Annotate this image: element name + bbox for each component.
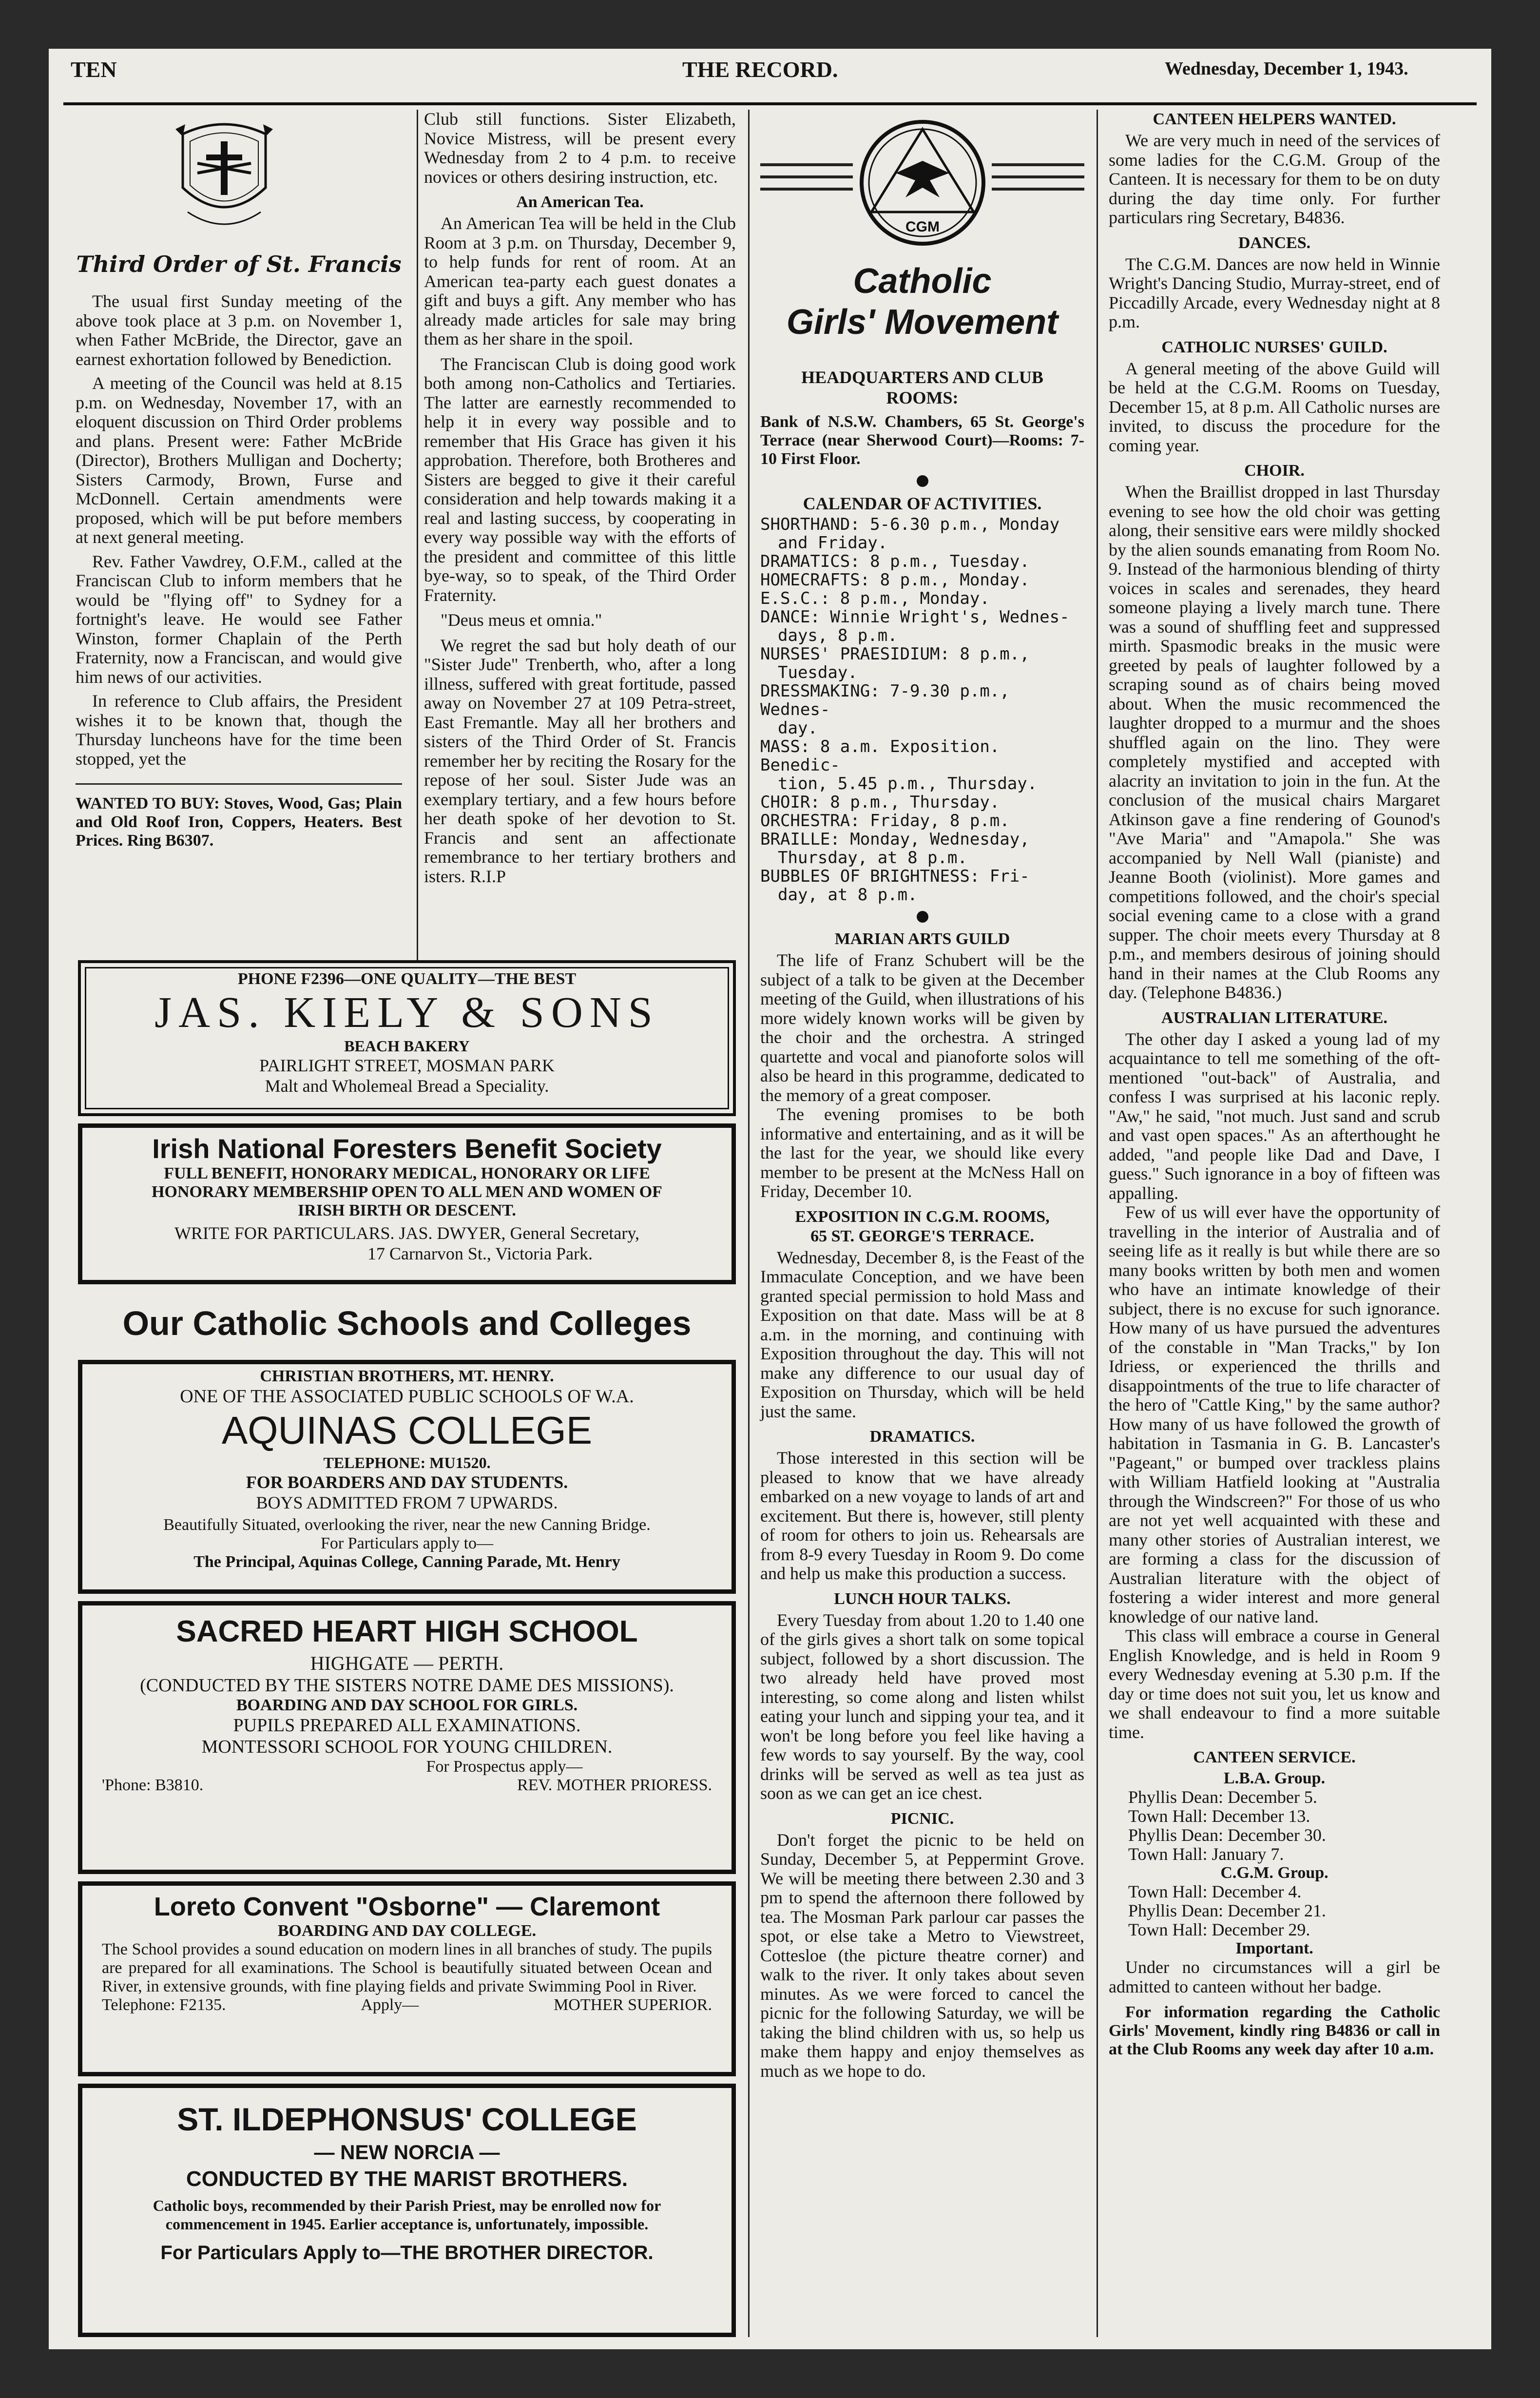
- ad-name: AQUINAS COLLEGE: [221, 1409, 593, 1452]
- group-heading: C.G.M. Group.: [1220, 1864, 1328, 1882]
- list-item: NURSES' PRAESIDIUM: 8 p.m.,: [760, 644, 1030, 664]
- aquinas-ad: [78, 1360, 736, 1594]
- ad-line: FOR BOARDERS AND DAY STUDENTS.: [246, 1472, 568, 1492]
- page-number: TEN: [71, 57, 117, 82]
- ad-line: Malt and Wholemeal Bread a Speciality.: [265, 1076, 549, 1096]
- list-item: CHOIR: 8 p.m., Thursday.: [760, 793, 1000, 812]
- subheading: ROOMS:: [886, 388, 959, 407]
- column-2: [424, 110, 736, 886]
- ad-line: CHRISTIAN BROTHERS, MT. HENRY.: [260, 1367, 554, 1385]
- article-paragraph: The other day I asked a young lad of my acquaintance to tell me something of the oft-mentioned "out-back" of Australia, and confess I was surprised at his laconic reply. "Aw," he said, "not much. Just sand and scrub and vast open spaces." As an afterthought he added, "and people like Dad and Dave, I guess." Such ignorance in a boy of fifteen was appalling.: [1109, 1029, 1440, 1203]
- list-item: ORCHESTRA: Friday, 8 p.m.: [760, 811, 1010, 831]
- list-item: tion, 5.45 p.m., Thursday.: [778, 774, 1038, 793]
- ad-line: IRISH BIRTH OR DESCENT.: [298, 1201, 516, 1219]
- subheading: AUSTRALIAN LITERATURE.: [1161, 1008, 1388, 1027]
- ad-name: JAS. KIELY & SONS: [154, 988, 659, 1037]
- list-item: and Friday.: [778, 533, 888, 553]
- ildephonsus-ad: [78, 2084, 736, 2337]
- address: Bank of N.S.W. Chambers, 65 St. George's Terrace (near Sherwood Court)—Rooms: 7-10 First Floor.: [760, 413, 1084, 468]
- ad-title: Irish National Foresters Benefit Society: [152, 1133, 662, 1164]
- ad-line: (CONDUCTED BY THE SISTERS NOTRE DAME DES MISSIONS).: [140, 1675, 674, 1696]
- ad-phone: 'Phone: B3810.: [102, 1776, 204, 1794]
- bullet-dot: [917, 475, 928, 487]
- ad-line: MOTHER SUPERIOR.: [554, 1996, 712, 2014]
- subheading: An American Tea.: [516, 193, 644, 211]
- column-1: [76, 115, 402, 850]
- ad-line: PUPILS PREPARED ALL EXAMINATIONS.: [233, 1715, 581, 1736]
- logo-text: CGM: [905, 219, 940, 235]
- list-item: DRESSMAKING: 7-9.30 p.m., Wednes-: [760, 681, 1010, 719]
- ad-line: For Prospectus apply—: [426, 1758, 583, 1776]
- info-paragraph: For information regarding the Catholic Girls' Movement, kindly ring B4836 or call in at the Club Rooms any week day after 10 a.m.: [1109, 2003, 1440, 2058]
- ad-name: SACRED HEART HIGH SCHOOL: [176, 1615, 638, 1648]
- ad-line: PHONE F2396—ONE QUALITY—THE BEST: [237, 970, 577, 988]
- subheading: HEADQUARTERS AND CLUB: [801, 367, 1043, 387]
- column-4: [1109, 110, 1440, 2059]
- list-item: DRAMATICS: 8 p.m., Tuesday.: [760, 552, 1030, 571]
- cgm-logo-area: [760, 115, 1084, 261]
- article-paragraph: Under no circumstances will a girl be admitted to canteen without her badge.: [1109, 1957, 1440, 1996]
- sacred-heart-ad: [78, 1601, 736, 1874]
- subheading: EXPOSITION IN C.G.M. ROOMS,: [795, 1207, 1050, 1226]
- article-paragraph: We regret the sad but holy death of our "Sister Jude" Trenberth, who, after a long illness, suffered with great fortitude, passed away on November 27 at 109 Petra-street, East Fremantle. May all her brothers and sisters of the Third Order of St. Francis remember her by reciting the Rosary for the repose of her soul. Sister Jude was an exemplary tertiary, and a few hours before her death spoke of her devotion to St. Francis and sent an affectionate remembrance to her tertiary brothers and isters. R.I.P: [424, 635, 736, 886]
- subheading: 65 ST. GEORGE'S TERRACE.: [810, 1227, 1034, 1245]
- list-item: Phyllis Dean: December 21.: [1128, 1901, 1326, 1920]
- ad-line: TELEPHONE: MU1520.: [323, 1454, 491, 1471]
- article-paragraph: Every Tuesday from about 1.20 to 1.40 one of the girls gives a short talk on some topical subject, followed by a short discussion. The two already held have proved most interesting, so come along and listen whilst eating your lunch and sipping your tea, and it won't be long before you feel like having a few words to say yourself. By the way, cool drinks will be served as well as tea just as soon as we can get an ice chest.: [760, 1610, 1084, 1803]
- article-paragraph: The usual first Sunday meeting of the above took place at 3 p.m. on November 1, when Father McBride, the Director, gave an earnest exhortation followed by Benediction.: [76, 291, 402, 369]
- column-rule-1: [417, 110, 418, 997]
- column-rule-2: [748, 110, 750, 2337]
- list-item: SHORTHAND: 5-6.30 p.m., Monday: [760, 515, 1060, 534]
- group-heading: Important.: [1235, 1939, 1313, 1957]
- wanted-ad: WANTED TO BUY: Stoves, Wood, Gas; Plain and Old Roof Iron, Coppers, Heaters. Best Prices. Ring B6307.: [76, 794, 402, 850]
- ad-line: BOARDING AND DAY COLLEGE.: [277, 1922, 537, 1940]
- list-item: Phyllis Dean: December 30.: [1128, 1825, 1326, 1845]
- list-item: BUBBLES OF BRIGHTNESS: Fri-: [760, 867, 1030, 886]
- article-paragraph: We are very much in need of the services of some ladies for the C.G.M. Group of the Canteen. It is necessary for them to be on duty during the day time only. For further particulars ring Secretary, B4836.: [1109, 131, 1440, 227]
- newspaper-page: [49, 49, 1491, 2349]
- column-rule-3: [1097, 110, 1098, 2337]
- section-title: Third Order of St. Francis: [76, 251, 402, 277]
- list-item: Thursday, at 8 p.m.: [778, 848, 967, 868]
- subheading: MARIAN ARTS GUILD: [834, 930, 1010, 948]
- list-item: Phyllis Dean: December 5.: [1128, 1787, 1317, 1807]
- list-item: BRAILLE: Monday, Wednesday,: [760, 830, 1030, 849]
- kiely-ad: [78, 960, 736, 1116]
- list-item: Town Hall: December 4.: [1128, 1882, 1302, 1901]
- list-item: days, 8 p.m.: [778, 626, 898, 645]
- ad-name: Loreto Convent "Osborne" — Claremont: [154, 1892, 660, 1921]
- bullet-dot: [917, 911, 928, 923]
- ad-line: REV. MOTHER PRIORESS.: [517, 1776, 712, 1794]
- ad-line: MONTESSORI SCHOOL FOR YOUNG CHILDREN.: [201, 1737, 613, 1757]
- article-paragraph: "Deus meus et omnia.": [441, 610, 602, 630]
- article-paragraph: A general meeting of the above Guild will be held at the C.G.M. Rooms on Tuesday, December 15, at 8 p.m. All Catholic nurses are invited, to discuss the procedure for the coming year.: [1109, 358, 1440, 455]
- ad-line: CONDUCTED BY THE MARIST BROTHERS.: [186, 2167, 628, 2191]
- loreto-ad: [78, 1881, 736, 2076]
- ad-line: FULL BENEFIT, HONORARY MEDICAL, HONORARY OR LIFE: [164, 1164, 650, 1182]
- ad-line: The Principal, Aquinas College, Canning Parade, Mt. Henry: [193, 1553, 620, 1571]
- column-3: [760, 115, 1084, 2081]
- subheading: LUNCH HOUR TALKS.: [834, 1589, 1011, 1608]
- ad-line: BEACH BAKERY: [344, 1037, 470, 1055]
- cgm-dove-emblem-icon: [857, 115, 988, 256]
- subheading: CATHOLIC NURSES' GUILD.: [1161, 338, 1387, 356]
- article-paragraph: Rev. Father Vawdrey, O.F.M., called at the Franciscan Club to inform members that he would be "flying off" to Sydney for a fortnight's leave. He would see Father Winston, former Chaplain of the Perth Fraternity, now a Franciscan, and would give him news of our activities.: [76, 551, 402, 687]
- list-item: Tuesday.: [778, 663, 858, 682]
- list-item: day, at 8 p.m.: [778, 885, 918, 905]
- subheading: DRAMATICS.: [869, 1428, 975, 1446]
- subheading: CANTEEN SERVICE.: [1193, 1748, 1356, 1766]
- ad-line: ONE OF THE ASSOCIATED PUBLIC SCHOOLS OF W.A.: [180, 1386, 634, 1407]
- ad-line: For Particulars apply to—: [320, 1534, 494, 1552]
- ad-line: BOYS ADMITTED FROM 7 UPWARDS.: [256, 1493, 558, 1512]
- list-item: day.: [778, 718, 818, 738]
- ad-line: 17 Carnarvon St., Victoria Park.: [367, 1244, 593, 1263]
- foresters-ad: [78, 1123, 736, 1284]
- schools-title: Our Catholic Schools and Colleges: [122, 1304, 692, 1342]
- ad-line: — NEW NORCIA —: [314, 2141, 500, 2164]
- list-item: E.S.C.: 8 p.m., Monday.: [760, 589, 990, 608]
- activity-list: [760, 515, 1084, 904]
- article-paragraph: This class will embrace a course in General English Knowledge, and is held in Room 9 every Wednesday evening at 5.30 p.m. If the day or time does not suit you, let us know and we shall endeavour to find a more suitable time.: [1109, 1626, 1440, 1742]
- ad-line: PAIRLIGHT STREET, MOSMAN PARK: [259, 1056, 555, 1075]
- subheading: CALENDAR OF ACTIVITIES.: [803, 494, 1042, 513]
- ad-line: HONORARY MEMBERSHIP OPEN TO ALL MEN AND WOMEN OF: [152, 1183, 662, 1201]
- article-paragraph: The evening promises to be both informative and entertaining, and as it will be the last for the year, we should like every member to be present at the McNess Hall on Friday, December 10.: [760, 1104, 1084, 1201]
- article-paragraph: Those interested in this section will be pleased to know that we have already embarked on a new voyage to lands of art and excitement. But there is, however, still plenty of room for others to join us. Rehearsals are from 8-9 every Tuesday in Room 9. Do come and help us make this production a success.: [760, 1448, 1084, 1583]
- cgm-title: Girls' Movement: [786, 303, 1059, 342]
- ad-line: For Particulars Apply to—THE BROTHER DIRECTOR.: [160, 2242, 654, 2263]
- article-paragraph: When the Braillist dropped in last Thursday evening to see how the old choir was getting along, their sensitive ears were mildly shocked by the alien sounds emanating from Room No. 9. Instead of the harmonious blending of thirty voices in scales and serenades, they heard someone playing a lively march tune. There was a sound of shuffling feet and suppressed mirth. Spasmodic breaks in the music were greeted by peals of laughter followed by a scraping sound as of chairs being moved about. When the music recommenced the laughter dropped to a murmur and the shoes shuffled again on the lino. They were completely mystified and accepted with alacrity an invitation to join in the fun. At the conclusion of the musical chairs Margaret Atkinson gave a fine rendering of Gounod's "Ave Maria" and "Amapola." She was accompanied by Nell Wall (pianiste) and Jeanne Booth (violinist). More games and competitions followed, and the choir's special social evening came to a close with a grand supper. The choir meets every Thursday at 8 p.m., and members desirous of joining should hand in their names at the Club Rooms any day. (Telephone B4836.): [1109, 482, 1440, 1002]
- issue-date: Wednesday, December 1, 1943.: [1165, 58, 1408, 79]
- article-paragraph: The life of Franz Schubert will be the subject of a talk to be given at the December meeting of the Guild, when illustrations of his more widely known works will be given by the choir and the orchestra. A stringed quartette and vocal and pianoforte solos will also be heard in this programme, dedicated to the memory of a great composer.: [760, 950, 1084, 1105]
- subheading: DANCES.: [1238, 233, 1311, 252]
- cgm-title: Catholic: [853, 262, 992, 301]
- newspaper-title: THE RECORD.: [682, 57, 838, 82]
- ad-line: HIGHGATE — PERTH.: [310, 1652, 504, 1674]
- subheading: CHOIR.: [1244, 462, 1305, 480]
- subheading: PICNIC.: [890, 1809, 954, 1828]
- header-rule: [63, 102, 1477, 105]
- divider: [76, 783, 402, 785]
- roster-list: [1109, 1882, 1440, 1939]
- list-item: Town Hall: December 29.: [1128, 1920, 1310, 1939]
- subheading: CANTEEN HELPERS WANTED.: [1153, 110, 1396, 128]
- article-paragraph: The C.G.M. Dances are now held in Winnie Wright's Dancing Studio, Murray-street, end of Piccadilly Arcade, every Wednesday night at 8 p.m.: [1109, 254, 1440, 331]
- ad-line: Beautifully Situated, overlooking the river, near the new Canning Bridge.: [163, 1516, 651, 1534]
- ad-line: WRITE FOR PARTICULARS. JAS. DWYER, General Secretary,: [174, 1223, 640, 1243]
- ad-line: BOARDING AND DAY SCHOOL FOR GIRLS.: [236, 1696, 578, 1714]
- article-paragraph: An American Tea will be held in the Club Room at 3 p.m. on Thursday, December 9, to help funds for rent of room. At an American tea-party each guest donates a gift and buys a gift. Any member who has already made articles for sale may bring them as her share in the spoil.: [424, 213, 736, 348]
- article-paragraph: Wednesday, December 8, is the Feast of the Immaculate Conception, and we have been granted special permission to hold Mass and Exposition on that date. Mass will be at 8 a.m. in the morning, and continuing with Exposition throughout the day. This will not make any difference to our usual day of Exposition on Thursday, which will be held just the same.: [760, 1247, 1084, 1421]
- article-paragraph: In reference to Club affairs, the President wishes it to be known that, though the Thursday luncheons have for the time been stopped, yet the: [76, 691, 402, 769]
- list-item: DANCE: Winnie Wright's, Wednes-: [760, 607, 1070, 627]
- list-item: HOMECRAFTS: 8 p.m., Monday.: [760, 570, 1030, 590]
- article-paragraph: The Franciscan Club is doing good work both among non-Catholics and Tertiaries. The latter are earnestly recommended to help it in every way possible and to remember that His Grace has given it his approbation. Therefore, both Brotheres and Sisters are begged to give it their careful consideration and help towards making it a real and lasting success, by cooperating in every way possible way with the efforts of the president and committee of this little bye-way, so to speak, of the Third Order Fraternity.: [424, 354, 736, 605]
- ad-line: Catholic boys, recommended by their Parish Priest, may be enrolled now for commencement in 1945. Earlier acceptance is, unfortunately, impossible.: [153, 2197, 661, 2233]
- list-item: MASS: 8 a.m. Exposition. Benedic-: [760, 737, 1000, 775]
- article-paragraph: Club still functions. Sister Elizabeth, Novice Mistress, will be present every Wednesday from 2 to 4 p.m. to receive novices or others desiring instruction, etc.: [424, 109, 736, 187]
- group-heading: L.B.A. Group.: [1223, 1769, 1326, 1787]
- list-item: Town Hall: December 13.: [1128, 1806, 1310, 1826]
- list-item: Town Hall: January 7.: [1128, 1844, 1284, 1864]
- article-paragraph: Don't forget the picnic to be held on Sunday, December 5, at Peppermint Grove. We will be meeting there between 2.30 and 3 pm to spend the afternoon there followed by tea. The Mosman Park parlour car passes the spot, or else take a Metro to Viewstreet, Cottesloe (the picture theatre corner) and walk to the river. It only takes about seven minutes. As we were forced to cancel the picnic for the following Saturday, we will be taking the blind children with us, so help us make them happy and enjoy themselves as much as we hope to do.: [760, 1830, 1084, 2081]
- ad-name: ST. ILDEPHONSUS' COLLEGE: [177, 2101, 637, 2137]
- ad-body: The School provides a sound education on modern lines in all branches of study. The pupils are prepared for all examinations. The School is beautifully situated between Ocean and River, in extensive grounds, with fine playing fields and private Swimming Pool in River.: [102, 1940, 712, 1995]
- roster-list: [1109, 1788, 1440, 1864]
- franciscan-crest-icon: [168, 115, 280, 236]
- ad-phone: Telephone: F2135.: [102, 1996, 226, 2014]
- article-paragraph: Few of us will ever have the opportunity of travelling in the interior of Australia and of seeing life as it really is but while there are so many books written by both men and women who have an intimate knowledge of their subject, there is no excuse for such ignorance. How many of us have pursued the adventures of the constable in "Man Tracks," by Ion Idriess, or experienced the thrills and disappointments of the true to life character of the hero of "Cattle King," by the same author? How many of us have followed the growth of habitation in Tasmania in G. B. Lancaster's "Pageant," or bumped over trackless plains with William Hatfield looking at "Australia through the Windscreen?" For those of us who are not yet well acquainted with these and many other stories of Australian interest, we are forming a class for the discussion of Australian literature with the object of fostering a wider interest and more general knowledge of our native land.: [1109, 1202, 1440, 1626]
- ad-line: Apply—: [361, 1996, 419, 2014]
- article-paragraph: A meeting of the Council was held at 8.15 p.m. on Wednesday, November 17, with an eloquent discussion on Third Order problems and plans. Present were: Father McBride (Director), Brothers Mulligan and Docherty; Sisters Carmody, Brown, Furse and McDonnell. Certain amendments were proposed, which will be put before members at next general meeting.: [76, 373, 402, 547]
